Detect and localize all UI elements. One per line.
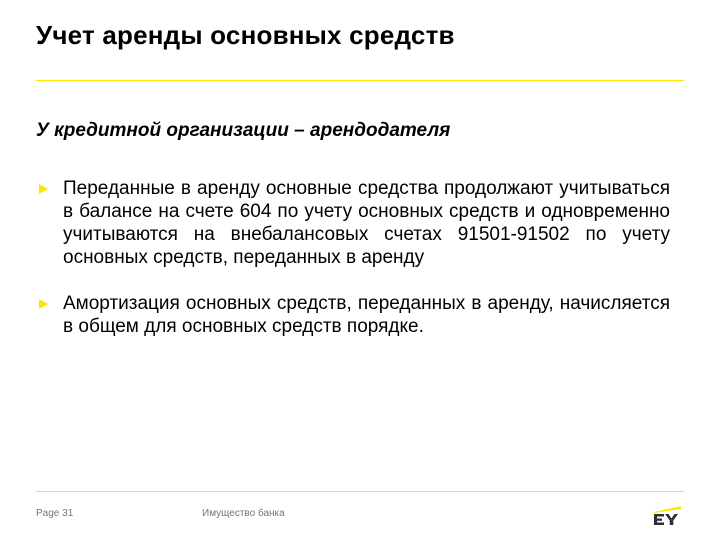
bullet-item: [36, 177, 670, 269]
bullet-text: Переданные в аренду основные средства продолжают учитываться в балансе на счете 604 по учету основных средств и одновременно учитываются на внебалансовых счетах 91501-91502 по учету основных средств, переданных в аренду: [63, 178, 670, 268]
triangle-bullet-icon: [39, 184, 48, 194]
bullet-item: [36, 292, 670, 338]
slide-title: Учет аренды основных средств: [36, 20, 455, 50]
bullet-text: Амортизация основных средств, переданных в аренду, начисляется в общем для основных средств порядке.: [63, 293, 670, 337]
slide-subheading: У кредитной организации – арендодателя: [36, 120, 451, 141]
bullet-list: [36, 177, 670, 361]
footer-divider: [36, 491, 684, 492]
ey-logo: [652, 504, 684, 526]
triangle-bullet-icon: [39, 299, 48, 309]
page-number: Page 31: [36, 508, 74, 519]
footer-section-label: Имущество банка: [202, 508, 285, 519]
title-divider: [36, 80, 684, 81]
